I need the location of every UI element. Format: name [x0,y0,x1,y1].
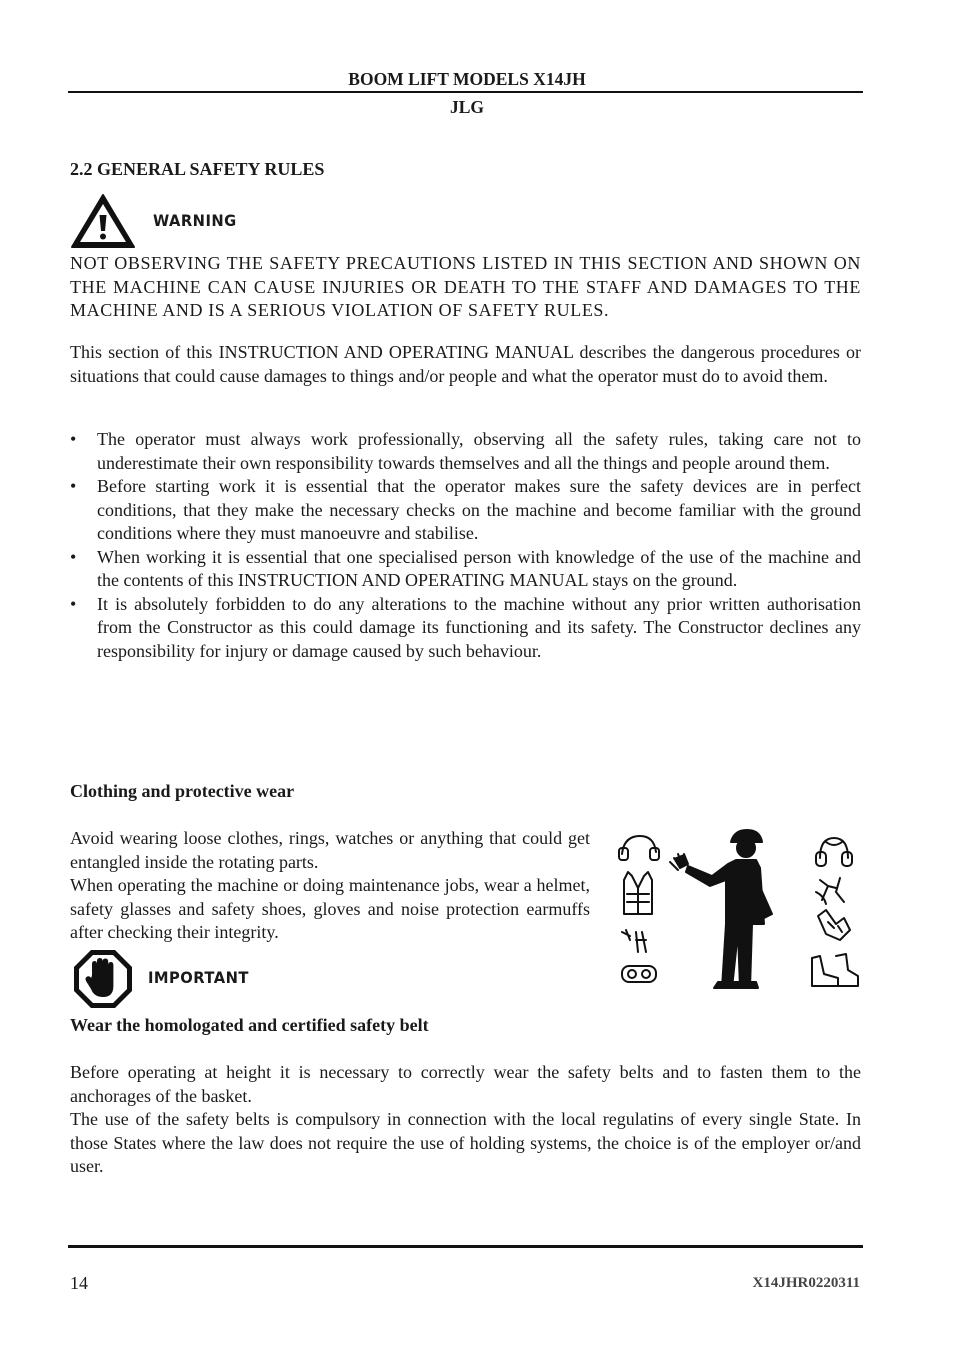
belt-heading: Wear the homologated and certified safety belt [70,1015,429,1035]
stop-hand-icon [72,948,134,1010]
belt-text [70,1061,861,1179]
list-item-text: When working it is essential that one specialised person with knowledge of the use of the machine and the contents of this INSTRUCTION AND OPERATING MANUAL stays on the ground. [97,546,861,590]
worker-figure [670,830,772,988]
safety-boots-icon [812,954,858,986]
header-title: BOOM LIFT MODELS X14JH [348,69,586,89]
page-number: 14 [70,1273,88,1293]
bullet-glyph: • [70,429,77,449]
bullet-glyph: • [70,593,77,614]
list-item-text: Before starting work it is essential that the operator makes sure the safety devices are in perfect conditions, that they make the necessary checks on the machine and become familiar with the ground conditions where they must manoeuvre and stabilise. [97,476,861,543]
protective-wear-illustration [614,828,860,992]
safety-rules-list [70,428,861,663]
list-item [70,593,861,664]
list-item [70,475,861,546]
important-label: IMPORTANT [148,968,249,987]
footer-rule [68,1245,863,1248]
belt-paragraph-2: The use of the safety belts is compulsory in connection with the local regulatins of every single State. In those States where the law does not require the use of holding systems, the choice is of the employer or/and user. [70,1109,861,1176]
harness-icon [816,878,844,904]
earmuffs-icon [619,836,659,860]
clothing-heading: Clothing and protective wear [70,781,295,801]
clothing-paragraph-2: When operating the machine or doing maintenance jobs, wear a helmet, safety glasses and safety shoes, gloves and noise protection earmuffs after checking their integrity. [70,875,590,942]
bullet-glyph: • [70,546,77,567]
list-item-text: It is absolutely forbidden to do any alterations to the machine without any prior written authorisation from the Constructor as this could damage its functioning and its safety. The Constructor declines any responsibility for injury or damage caused by such behaviour. [97,593,861,661]
warning-triangle-icon [70,193,136,249]
ear-protection-icon [816,838,852,866]
warning-text: NOT OBSERVING THE SAFETY PRECAUTIONS LISTED IN THIS SECTION AND SHOWN ON THE MACHINE CAN CAUSE INJURIES OR DEATH TO THE STAFF AND DAMAGES TO THE MACHINE AND IS A SERIOUS VIOLATION OF SAFETY RULES. [70,253,861,320]
gloves-icon [818,910,850,940]
header-rule [68,91,863,93]
list-item [70,546,861,593]
warning-label: WARNING [153,211,237,230]
clothing-text [70,827,590,945]
belt-paragraph-1: Before operating at height it is necessary to correctly wear the safety belts and to fasten them to the anchorages of the basket. [70,1062,861,1106]
list-item-text: The operator must always work professionally, observing all the safety rules, taking care not to underestimate their own responsibility towards themselves and all the things and people around them. [97,429,861,473]
bullet-glyph: • [70,476,77,496]
safety-vest-icon [624,872,652,914]
clothing-paragraph-1: Avoid wearing loose clothes, rings, watches or anything that could get entangled inside the rotating parts. [70,828,590,872]
intro-paragraph: This section of this INSTRUCTION AND OPERATING MANUAL describes the dangerous procedures or situations that could cause damages to things and/or people and what the operator must do to avoid them. [70,342,861,386]
section-title: 2.2 GENERAL SAFETY RULES [70,159,325,179]
document-code: X14JHR0220311 [752,1275,860,1291]
header-brand: JLG [449,97,485,117]
list-item [70,428,861,475]
goggles-icon [622,966,656,982]
glove-small-icon [622,930,646,952]
